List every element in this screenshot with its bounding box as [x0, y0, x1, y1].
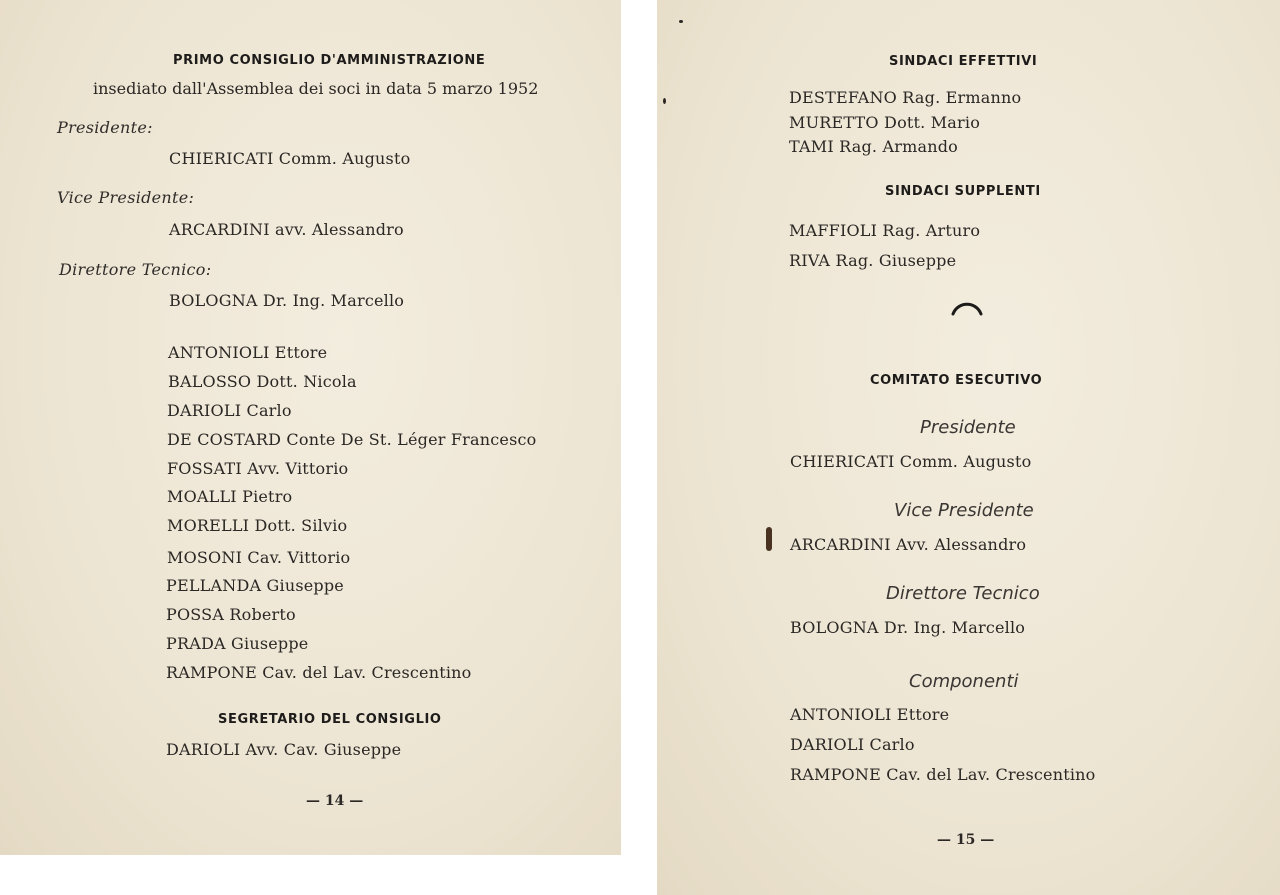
role-name-direttore-tecnico: BOLOGNA Dr. Ing. Marcello — [169, 291, 405, 310]
sindaco-effettivo-item: DESTEFANO Rag. Ermanno — [789, 88, 1022, 107]
comitato-role-label-direttore-tecnico: Direttore Tecnico — [886, 583, 1040, 604]
board-title: PRIMO CONSIGLIO D'AMMINISTRAZIONE — [173, 53, 486, 68]
comitato-role-name-presidente: CHIERICATI Comm. Augusto — [790, 452, 1032, 471]
comitato-role-name-vice-presidente: ARCARDINI Avv. Alessandro — [790, 535, 1027, 554]
page-number-right: — 15 — — [937, 832, 995, 848]
role-name-vice-presidente: ARCARDINI avv. Alessandro — [169, 220, 404, 239]
page-number-left: — 14 — — [306, 793, 364, 809]
comitato-role-name-direttore-tecnico: BOLOGNA Dr. Ing. Marcello — [790, 618, 1026, 637]
secretary-heading: SEGRETARIO DEL CONSIGLIO — [218, 712, 442, 727]
sindaco-supplente-item: RIVA Rag. Giuseppe — [789, 251, 957, 270]
sindaci-supplenti-heading: SINDACI SUPPLENTI — [885, 184, 1041, 199]
componenti-label: Componenti — [909, 671, 1019, 692]
member-item: MOSONI Cav. Vittorio — [167, 548, 351, 567]
componente-item: DARIOLI Carlo — [790, 735, 915, 754]
paper-stain — [766, 527, 772, 551]
componente-item: ANTONIOLI Ettore — [790, 705, 950, 724]
comitato-heading: COMITATO ESECUTIVO — [870, 373, 1043, 388]
comitato-role-label-presidente: Presidente — [920, 417, 1016, 438]
sindaco-supplente-item: MAFFIOLI Rag. Arturo — [789, 221, 981, 240]
paper-speck — [663, 98, 666, 104]
arc-ornament-icon — [950, 298, 984, 316]
member-item: POSSA Roberto — [166, 605, 296, 624]
sindaci-effettivi-heading: SINDACI EFFETTIVI — [889, 54, 1038, 69]
comitato-role-label-vice-presidente: Vice Presidente — [894, 500, 1034, 521]
member-item: DE COSTARD Conte De St. Léger Francesco — [167, 430, 537, 449]
member-item: PELLANDA Giuseppe — [166, 576, 344, 595]
member-item: DARIOLI Carlo — [167, 401, 292, 420]
sindaco-effettivo-item: TAMI Rag. Armando — [789, 137, 959, 156]
member-item: RAMPONE Cav. del Lav. Crescentino — [166, 663, 472, 682]
member-item: PRADA Giuseppe — [166, 634, 309, 653]
member-item: BALOSSO Dott. Nicola — [168, 372, 357, 391]
sindaco-effettivo-item: MURETTO Dott. Mario — [789, 113, 981, 132]
role-name-presidente: CHIERICATI Comm. Augusto — [169, 149, 411, 168]
member-item: ANTONIOLI Ettore — [168, 343, 328, 362]
componente-item: RAMPONE Cav. del Lav. Crescentino — [790, 765, 1096, 784]
left-page — [0, 0, 621, 855]
secretary-name: DARIOLI Avv. Cav. Giuseppe — [166, 740, 402, 759]
member-item: FOSSATI Avv. Vittorio — [167, 459, 349, 478]
member-item: MORELLI Dott. Silvio — [167, 516, 348, 535]
board-subtitle: insediato dall'Assemblea dei soci in data 5 marzo 1952 — [93, 79, 539, 98]
role-label-direttore-tecnico: Direttore Tecnico: — [59, 260, 212, 279]
right-page — [657, 0, 1280, 895]
paper-speck — [679, 20, 683, 23]
role-label-vice-presidente: Vice Presidente: — [57, 188, 195, 207]
member-item: MOALLI Pietro — [167, 487, 293, 506]
role-label-presidente: Presidente: — [57, 118, 153, 137]
